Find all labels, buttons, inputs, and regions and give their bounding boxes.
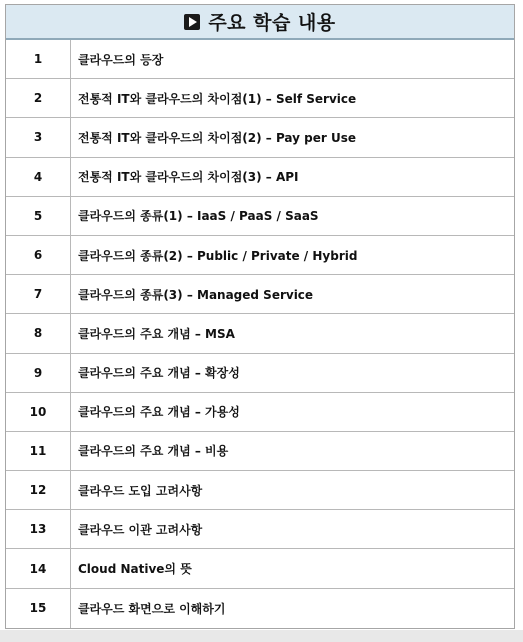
table-row [6,79,514,118]
row-number: 10 [6,393,71,431]
row-text: 클라우드의 주요 개념 – MSA [78,326,235,341]
table-header [6,5,514,40]
row-number: 11 [6,432,71,470]
row-text: 클라우드의 주요 개념 – 가용성 [78,405,240,420]
row-text: 클라우드 이관 고려사항 [78,522,203,537]
table-row [6,354,514,393]
row-number: 7 [6,275,71,313]
row-number: 1 [6,40,71,78]
table-row [6,118,514,157]
row-number: 2 [6,79,71,117]
table-row [6,393,514,432]
row-number: 13 [6,510,71,548]
row-number: 9 [6,354,71,392]
table-row [6,432,514,471]
row-text: 전통적 IT와 클라우드의 차이점(3) – API [78,170,299,185]
row-number: 5 [6,197,71,235]
learning-content-table [5,4,515,629]
table-row [6,236,514,275]
row-text: 클라우드의 종류(2) – Public / Private / Hybrid [78,248,358,263]
row-number: 8 [6,314,71,352]
bottom-margin [0,630,523,642]
row-number: 3 [6,118,71,156]
item-list [6,40,514,628]
table-row [6,158,514,197]
table-row [6,471,514,510]
row-number: 14 [6,549,71,587]
row-text: Cloud Native의 뜻 [78,562,192,577]
row-text: 전통적 IT와 클라우드의 차이점(1) – Self Service [78,91,357,106]
row-text: 클라우드의 주요 개념 – 확장성 [78,366,240,381]
table-row [6,197,514,236]
row-number: 12 [6,471,71,509]
row-text: 클라우드 도입 고려사항 [78,483,203,498]
row-text: 클라우드의 주요 개념 – 비용 [78,444,229,459]
row-number: 4 [6,158,71,196]
row-text: 클라우드의 등장 [78,52,164,67]
table-row [6,589,514,628]
row-text: 클라우드 화면으로 이해하기 [78,601,226,616]
row-number: 6 [6,236,71,274]
table-row [6,510,514,549]
table-title: 주요 학습 내용 [208,12,336,34]
row-text: 클라우드의 종류(1) – IaaS / PaaS / SaaS [78,209,319,224]
row-text: 클라우드의 종류(3) – Managed Service [78,287,314,302]
row-number: 15 [6,589,71,628]
row-text: 전통적 IT와 클라우드의 차이점(2) – Pay per Use [78,130,357,145]
table-row [6,314,514,353]
table-row [6,275,514,314]
play-icon [184,14,200,30]
table-row [6,40,514,79]
table-row [6,549,514,588]
